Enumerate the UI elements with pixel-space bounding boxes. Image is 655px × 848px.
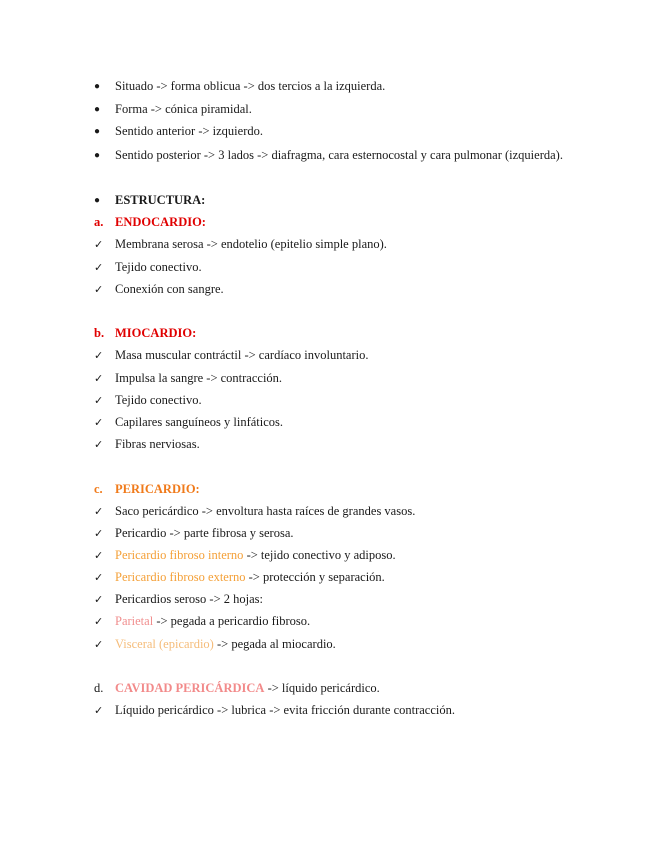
highlighted-term: Parietal bbox=[115, 614, 154, 628]
list-item: ✓ Capilares sanguíneos y linfáticos. bbox=[94, 413, 283, 431]
list-item: ✓ Masa muscular contráctil -> cardíaco involuntario. bbox=[94, 346, 369, 364]
list-item: ● Forma -> cónica piramidal. bbox=[94, 100, 252, 118]
section-letter: b. bbox=[94, 326, 105, 340]
list-item: ✓ Impulsa la sangre -> contracción. bbox=[94, 369, 282, 387]
section-heading-pericardio: c. PERICARDIO: bbox=[94, 482, 200, 496]
list-item: ✓ Saco pericárdico -> envoltura hasta raíces de grandes vasos. bbox=[94, 502, 415, 520]
section-letter: a. bbox=[94, 215, 104, 229]
highlighted-term: Pericardio fibroso externo bbox=[115, 570, 246, 584]
bullet-icon: ● bbox=[94, 104, 101, 115]
section-title: CAVIDAD PERICÁRDICA bbox=[115, 681, 265, 695]
list-item: ✓ Pericardio fibroso externo -> protección y separación. bbox=[94, 568, 385, 586]
list-item: ● Sentido posterior -> 3 lados -> diafragma, cara esternocostal y cara pulmonar (izquierda). bbox=[94, 146, 563, 164]
bullet-icon: ● bbox=[94, 126, 101, 137]
check-icon: ✓ bbox=[94, 394, 104, 407]
check-icon: ✓ bbox=[94, 283, 104, 296]
list-item: ✓ Visceral (epicardio) -> pegada al miocardio. bbox=[94, 635, 336, 653]
check-icon: ✓ bbox=[94, 416, 104, 429]
list-item: ✓ Pericardio -> parte fibrosa y serosa. bbox=[94, 524, 294, 542]
check-icon: ✓ bbox=[94, 438, 104, 451]
list-item: ✓ Membrana serosa -> endotelio (epitelio simple plano). bbox=[94, 235, 387, 253]
check-icon: ✓ bbox=[94, 704, 104, 717]
section-heading-cavidad: d. CAVIDAD PERICÁRDICA -> líquido pericárdico. bbox=[94, 681, 380, 695]
check-icon: ✓ bbox=[94, 527, 104, 540]
list-item: ● Situado -> forma oblicua -> dos tercios a la izquierda. bbox=[94, 77, 385, 95]
check-icon: ✓ bbox=[94, 593, 104, 606]
list-item: ✓ Pericardios seroso -> 2 hojas: bbox=[94, 590, 263, 608]
list-item: ✓ Conexión con sangre. bbox=[94, 280, 224, 298]
check-icon: ✓ bbox=[94, 638, 104, 651]
check-icon: ✓ bbox=[94, 238, 104, 251]
list-item: ● Sentido anterior -> izquierdo. bbox=[94, 122, 263, 140]
list-item: ✓ Tejido conectivo. bbox=[94, 391, 202, 409]
section-letter: d. bbox=[94, 681, 104, 695]
highlighted-term: Pericardio fibroso interno bbox=[115, 548, 244, 562]
list-item: ✓ Fibras nerviosas. bbox=[94, 435, 200, 453]
list-item: ✓ Líquido pericárdico -> lubrica -> evita fricción durante contracción. bbox=[94, 701, 455, 719]
section-letter: c. bbox=[94, 482, 103, 496]
bullet-icon: ● bbox=[94, 81, 101, 92]
check-icon: ✓ bbox=[94, 261, 104, 274]
check-icon: ✓ bbox=[94, 549, 104, 562]
section-heading-endocardio: a. ENDOCARDIO: bbox=[94, 215, 206, 229]
check-icon: ✓ bbox=[94, 571, 104, 584]
list-item: ✓ Parietal -> pegada a pericardio fibroso. bbox=[94, 612, 310, 630]
highlighted-term: Visceral (epicardio) bbox=[115, 637, 214, 651]
check-icon: ✓ bbox=[94, 349, 104, 362]
section-heading-estructura: ● ESTRUCTURA: bbox=[94, 191, 205, 209]
list-item: ✓ Pericardio fibroso interno -> tejido conectivo y adiposo. bbox=[94, 546, 396, 564]
check-icon: ✓ bbox=[94, 505, 104, 518]
bullet-icon: ● bbox=[94, 150, 101, 161]
section-heading-miocardio: b. MIOCARDIO: bbox=[94, 326, 197, 340]
check-icon: ✓ bbox=[94, 372, 104, 385]
bullet-icon: ● bbox=[94, 195, 101, 206]
list-item: ✓ Tejido conectivo. bbox=[94, 258, 202, 276]
check-icon: ✓ bbox=[94, 615, 104, 628]
